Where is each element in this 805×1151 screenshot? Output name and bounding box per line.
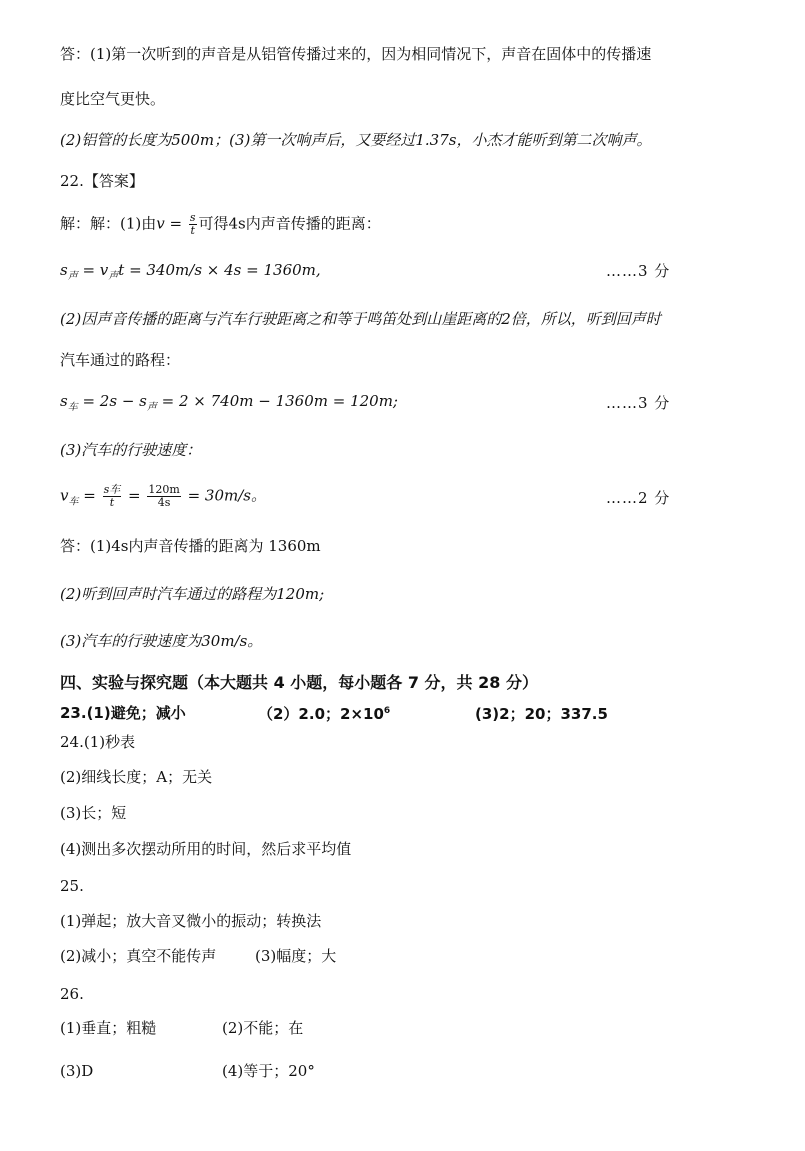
q25-part-3: (3)幅度；大 xyxy=(255,947,337,965)
eq3-eq2: = xyxy=(123,486,146,505)
q26-part-3: (3)D xyxy=(60,1062,94,1080)
q22-intro-eq: = xyxy=(164,214,187,233)
eq3-frac2-num: 120m xyxy=(148,483,180,496)
eq2-s: s xyxy=(60,392,68,410)
q23-part-2-text: （2）2.0；2×10 xyxy=(258,705,384,723)
q22-intro-text-b: 可得4s内声音传播的距离： xyxy=(198,214,381,233)
q24-part-4: (4)测出多次摆动所用的时间，然后求平均值 xyxy=(60,840,352,858)
q22-intro-frac-num: s xyxy=(189,211,196,224)
q22-answer-2: (2)听到回声时汽车通过的路程为120m; xyxy=(60,585,325,603)
q22-intro-frac-den: t xyxy=(190,224,195,237)
eq1-sub2: 声 xyxy=(108,271,119,282)
eq2-rest: = 2 × 740m − 1360m = 120m; xyxy=(156,392,398,410)
q21-answer-line-1: 答：(1)第一次听到的声音是从铝管传播过来的，因为相同情况下，声音在固体中的传播速 xyxy=(60,45,652,63)
q21-answer-line-2: 度比空气更快。 xyxy=(60,90,166,108)
q24-part-3: (3)长；短 xyxy=(60,804,127,822)
q23-part-1: 23.(1)避免；减小 xyxy=(60,704,186,722)
score-3pts-1: ……3 分 xyxy=(606,262,671,280)
q22-equation-3 xyxy=(60,484,266,513)
q25-part-2: (2)减小；真空不能传声 xyxy=(60,947,217,965)
q22-intro xyxy=(60,212,381,237)
eq3-rest: = 30m/s。 xyxy=(182,486,266,505)
q21-answer-line-3: (2)铝管的长度为500m；(3)第一次响声后，又要经过1.37s，小杰才能听到第二次响声。 xyxy=(60,131,652,149)
eq3-frac1-num: s车 xyxy=(103,483,121,496)
q26-part-1: (1)垂直；粗糙 xyxy=(60,1019,157,1037)
eq1-rest: t = 340m/s × 4s = 1360m, xyxy=(118,261,321,279)
q22-intro-text-a: 解：解：(1)由 xyxy=(60,214,157,233)
eq1-s: s xyxy=(60,261,68,279)
q22-answer-3: (3)汽车的行驶速度为30m/s。 xyxy=(60,632,263,650)
eq3-eq: = xyxy=(78,486,101,505)
eq1-sub: 声 xyxy=(67,271,78,282)
eq2-sub2: 声 xyxy=(146,402,157,413)
q25-part-1: (1)弹起；放大音叉微小的振动；转换法 xyxy=(60,912,322,930)
q22-intro-v: v xyxy=(156,214,165,233)
q26-title: 26. xyxy=(60,985,84,1003)
q23-exponent: 6 xyxy=(383,706,391,716)
score-3pts-2: ……3 分 xyxy=(606,394,671,412)
q22-part2-line-2: 汽车通过的路程： xyxy=(60,351,181,369)
q23-part-2 xyxy=(258,703,390,724)
score-2pts: ……2 分 xyxy=(606,489,671,507)
eq2-sub: 车 xyxy=(67,402,78,413)
eq3-v: v xyxy=(60,486,69,505)
section-4-heading: 四、实验与探究题（本大题共 4 小题，每小题各 7 分，共 28 分） xyxy=(60,673,538,692)
eq1-mid: = v xyxy=(77,261,109,279)
eq3-frac1-den: t xyxy=(109,496,115,509)
q24-title: 24.(1)秒表 xyxy=(60,733,136,751)
eq3-sub: 车 xyxy=(68,496,79,508)
q22-intro-fraction xyxy=(189,212,197,237)
q22-title: 22.【答案】 xyxy=(60,172,144,190)
q22-part2-line-1: (2)因声音传播的距离与汽车行驶距离之和等于鸣笛处到山崖距离的2倍，所以，听到回声时 xyxy=(60,310,661,328)
q22-answer-1: 答：(1)4s内声音传播的距离为 1360m xyxy=(60,537,321,555)
eq2-mid: = 2s − s xyxy=(77,392,147,410)
eq3-fraction-1 xyxy=(103,484,122,509)
q23-part-3: (3)2；20；337.5 xyxy=(475,705,608,723)
q22-part3: (3)汽车的行驶速度： xyxy=(60,441,202,459)
q22-equation-1 xyxy=(60,260,321,287)
q26-part-4: (4)等于；20° xyxy=(222,1062,315,1080)
q25-title: 25. xyxy=(60,877,84,895)
q22-equation-2 xyxy=(60,391,398,418)
eq3-fraction-2 xyxy=(147,484,180,509)
eq3-frac2-den: 4s xyxy=(157,496,171,509)
q24-part-2: (2)细线长度；A；无关 xyxy=(60,768,213,786)
q26-part-2: (2)不能；在 xyxy=(222,1019,304,1037)
